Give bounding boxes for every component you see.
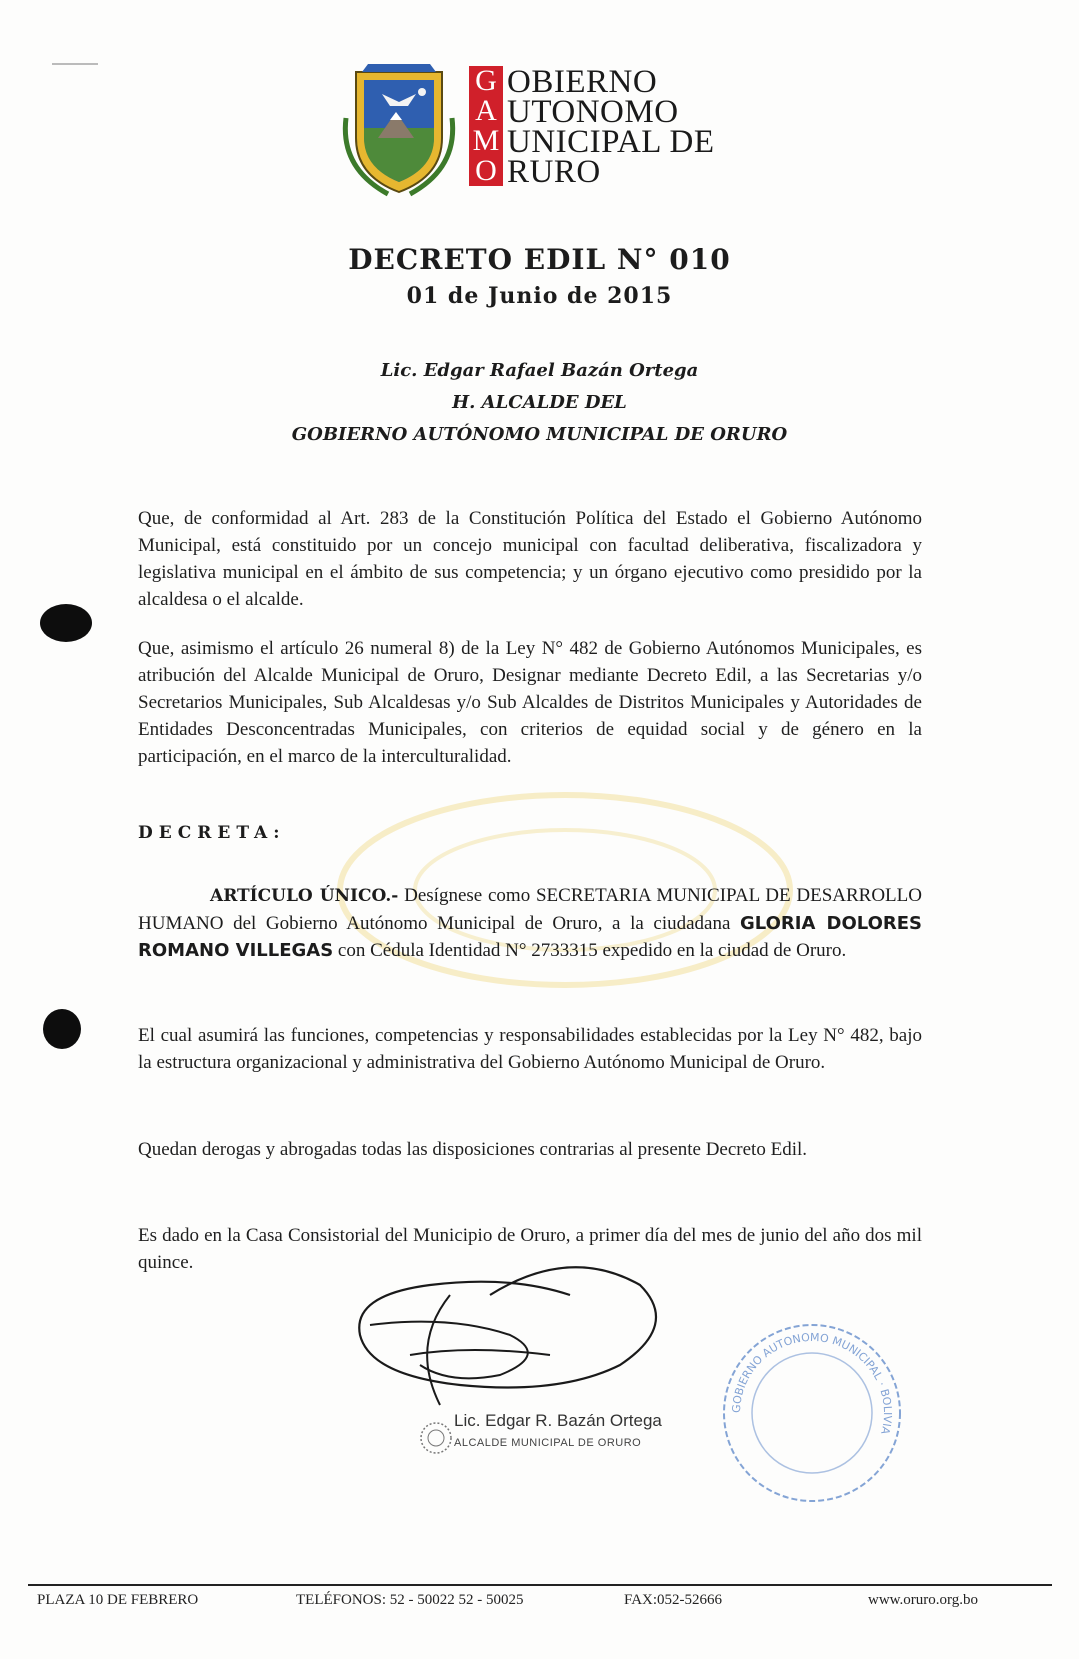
article-label: ARTÍCULO ÚNICO.- bbox=[210, 886, 399, 906]
signatory-title: ALCALDE MUNICIPAL DE ORURO bbox=[454, 1437, 642, 1449]
logo-wordmark bbox=[507, 64, 715, 190]
decree-number: DECRETO EDIL N° 010 bbox=[348, 243, 731, 276]
authority-title: H. ALCALDE DEL bbox=[452, 392, 627, 413]
article-unico bbox=[138, 882, 922, 964]
logo-initial: M bbox=[472, 124, 500, 157]
authority-entity: GOBIERNO AUTÓNOMO MUNICIPAL DE ORURO bbox=[291, 424, 788, 445]
paragraph-given: Es dado en la Casa Consistorial del Municipio de Oruro, a primer día del mes de junio del año dos mil quince. bbox=[138, 1225, 922, 1273]
article-text: con Cédula Identidad N° 2733315 expedido en la ciudad de Oruro. bbox=[333, 940, 847, 961]
handwritten-signature bbox=[350, 1255, 710, 1425]
logo-word: UTONOMO bbox=[507, 94, 679, 130]
paragraph-derogation: Quedan derogas y abrogadas todas las disposiciones contrarias al presente Decreto Edil. bbox=[138, 1139, 807, 1160]
logo-initial: O bbox=[475, 154, 497, 187]
paragraph-constitution: Que, de conformidad al Art. 283 de la Constitución Política del Estado el Gobierno Autónomo Municipal, está constituido por un concejo municipal con facultad deliberativa, fiscalizadora y legislativa municipal en el ámbito de sus competencia; y un órgano ejecutivo como presidido por la alcaldesa o el alcalde. bbox=[138, 508, 922, 610]
coat-of-arms-icon bbox=[338, 58, 460, 200]
logo-word: OBIERNO bbox=[507, 64, 658, 100]
signatory-name: Lic. Edgar R. Bazán Ortega bbox=[454, 1411, 662, 1430]
paragraph-law-482: Que, asimismo el artículo 26 numeral 8) de la Ley N° 482 de Gobierno Autónomos Municipales, es atribución del Alcalde Municipal de Oruro, Designar mediante Decreto Edil, a las Secretarias y/o Secretarios Municipales, Sub Alcaldesas y/o Sub Alcaldes de Distritos Municipales y Autoridades de Entidades Desconcentradas Municipales, con criterios de equidad social y de género en la participación, en el marco de la interculturalidad. bbox=[138, 638, 922, 767]
paragraph-functions: El cual asumirá las funciones, competencias y responsabilidades establecidas por la Ley N° 482, bajo la estructura organizacional y administrativa del Gobierno Autónomo Municipal de Oruro. bbox=[138, 1025, 922, 1073]
footer-phones: TELÉFONOS: 52 - 50022 52 - 50025 bbox=[296, 1592, 524, 1608]
footer-website: www.oruro.org.bo bbox=[868, 1592, 978, 1608]
logo-word: RURO bbox=[507, 154, 601, 190]
official-stamp bbox=[712, 1318, 912, 1508]
authority-name: Lic. Edgar Rafael Bazán Ortega bbox=[380, 360, 699, 381]
scan-mark bbox=[52, 63, 98, 65]
logo-initial: A bbox=[475, 94, 497, 127]
footer-address: PLAZA 10 DE FEBRERO bbox=[37, 1592, 199, 1608]
stamp-text: GOBIERNO AUTONOMO MUNICIPAL · BOLIVIA bbox=[729, 1330, 895, 1436]
designee-name: GLORIA DOLORES ROMANO VILLEGAS bbox=[138, 913, 923, 961]
logo-initials bbox=[469, 66, 503, 186]
decree-date: 01 de Junio de 2015 bbox=[406, 283, 673, 309]
punch-hole-bottom bbox=[43, 1009, 81, 1049]
footer-divider bbox=[28, 1584, 1052, 1586]
logo-initial: G bbox=[475, 64, 497, 97]
footer-fax: FAX:052-52666 bbox=[624, 1592, 723, 1608]
decreta-heading: DECRETA: bbox=[138, 823, 286, 843]
small-seal-icon bbox=[418, 1421, 454, 1455]
punch-hole-top bbox=[40, 604, 92, 642]
article-text: Desígnese como SECRETARIA MUNICIPAL DE DESARROLLO HUMANO del Gobierno Autónomo Municipal de Oruro, a la ciudadana bbox=[138, 885, 922, 934]
logo-word: UNICIPAL DE bbox=[507, 124, 715, 160]
